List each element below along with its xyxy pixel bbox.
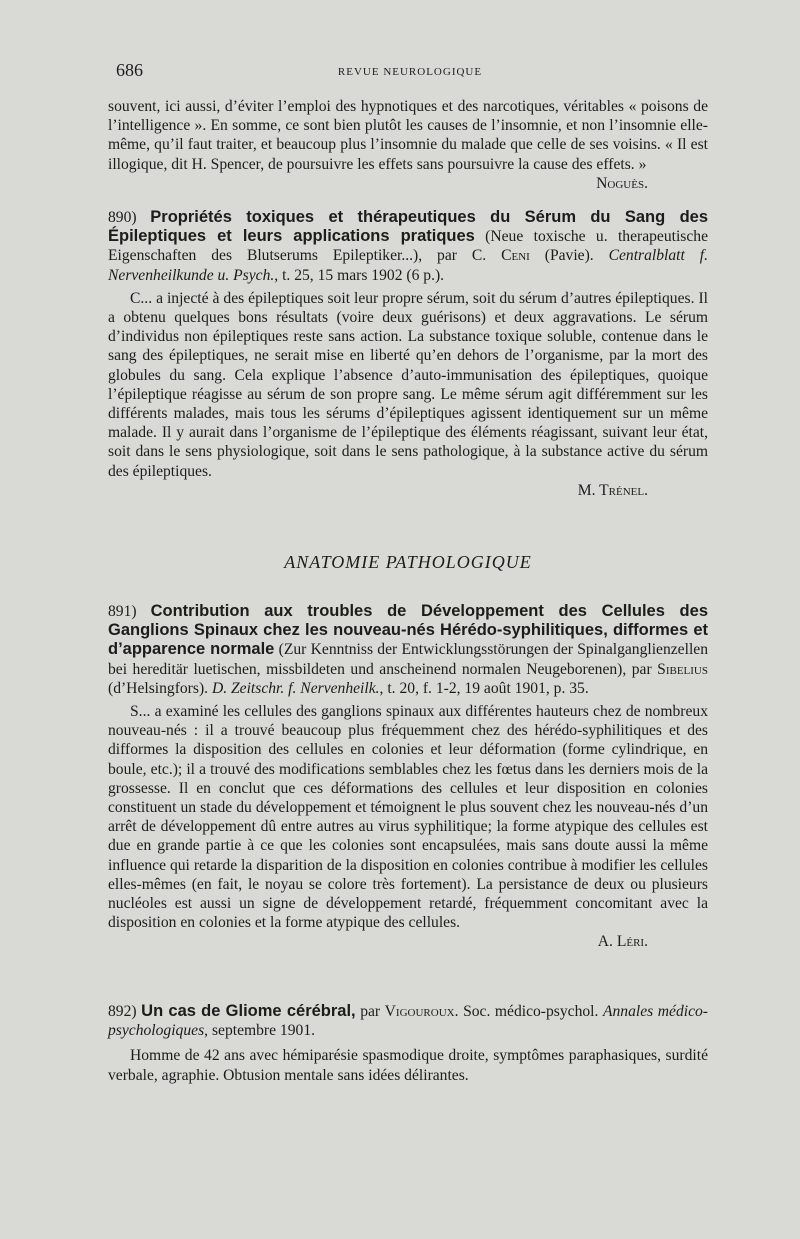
signature-leri: A. Léri. <box>597 933 648 951</box>
article-892-reference-date: , septembre 1901. <box>204 1022 316 1040</box>
page-header <box>110 58 710 84</box>
article-890-reference-place: (Pavie). <box>529 247 609 265</box>
section-heading: ANATOMIE PATHOLOGIQUE <box>284 552 532 572</box>
article-891-author: Sibelius <box>657 660 708 678</box>
article-892-author: Vigouroux <box>384 1003 455 1020</box>
article-892-reference-place: . Soc. médico-psychol. <box>454 1003 603 1020</box>
article-890-reference-date: , t. 25, 15 mars 1902 (6 p.). <box>274 266 445 284</box>
article-890-title: Propriétés toxiques et thérapeutiques du Sérum du Sang des Épileptiques et leurs applications pratiques <box>108 208 709 246</box>
signature-trenel: M. Trénel. <box>577 481 648 499</box>
article-890-author: Ceni <box>501 247 530 265</box>
article-890-number: 890) <box>108 209 137 226</box>
article-892-journal: Annales médico-psychologiques <box>108 1003 708 1040</box>
page-number: 686 <box>116 60 143 80</box>
article-892-heading <box>108 1002 708 1040</box>
article-891-number: 891) <box>108 603 137 620</box>
article-890-reference: (Neue toxische u. therapeutische Eigenschaften des Blutserums Epileptiker...), par C. <box>108 228 709 265</box>
article-892-number: 892) <box>108 1003 137 1020</box>
continued-article <box>108 97 708 193</box>
continued-text: souvent, ici aussi, d’éviter l’emploi des hypnotiques et des narcotiques, véritables « poisons de l’intelligence ». En somme, ce sont bien plutôt les causes de l’insomnie, et non l’insomnie elle-même, qu’il faut traiter, et beaucoup plus l’insomnie du malade que celle de ses voisins. « Il est illogique, dit H. Spencer, de poursuivre les effets sans poursuivre la cause des effets. » <box>108 98 708 173</box>
article-892-title: Un cas de Gliome cérébral, <box>141 1002 356 1020</box>
article-891-heading <box>108 602 708 698</box>
article-891 <box>108 602 708 952</box>
article-892-body: Homme de 42 ans avec hémiparésie spasmodique droite, symptômes paraphasiques, surdité verbale, agraphie. Obtusion mentale sans idées délirantes. <box>108 1047 708 1084</box>
article-891-reference: (Zur Kenntniss der Entwicklungsstörungen der Spinalganglienzellen bei hereditär luetischen, missbildeten und anscheinend normalen Neugeborenen), par <box>108 641 708 678</box>
running-title: REVUE NEUROLOGIQUE <box>337 66 483 78</box>
article-891-reference-date: , t. 20, f. 1-2, 19 août 1901, p. 35. <box>379 679 589 697</box>
article-890-heading <box>108 208 708 285</box>
article-892 <box>108 1002 708 1085</box>
article-890 <box>108 208 708 500</box>
article-890-body: C... a injecté à des épileptiques soit leur propre sérum, soit du sérum d’autres épileptiques. Il a obtenu quelques bons résultats (voire deux guérisons) et deux aggravations. Le sérum d’individus non épileptiques reste sans action. La substance toxique soluble, contenue dans le sang des épileptiques, ne serait mise en liberté qu’en dehors de l’organisme, par la mort des globules du sang. Cela explique l’absence d’auto-immunisation des épileptiques, quoique l’épileptique réagisse au sérum de son propre sang. Le même sérum agit différemment sur les différents malades, mais tous les sérums d’épileptiques agissent identiquement sur un même malade. Il y aurait dans l’organisme de l’épileptique des éléments réagissant, suivant leur état, soit dans le sens physiologique, soit dans le sens pathologique, à la substance active du sérum des épileptiques. <box>108 289 708 480</box>
article-891-body: S... a examiné les cellules des ganglions spinaux aux différentes hauteurs chez de nombreux nouveau-nés : il a trouvé beaucoup plus fréquemment chez des hérédo-syphilitiques et des difformes la disposition des cellules en colonies et leur déformation (forme cylindrique, en boule, etc.); il a trouvé des modifications semblables chez les fœtus dans les derniers mois de la grossesse. Il en conclut que ces déformations des cellules et leur disposition en colonies constituent un stade du développement et témoignent le plus souvent chez les nouveau-nés d’un arrêt de développement dû entre autres au virus syphilitique; la forme atypique des cellules est due en grande partie à ce que les colonies sont encapsulées, mais sans doute aussi la même influence qui retarde la disparition de la disposition en colonies contribue à modifier les cellules elles-mêmes (en fait, le noyau se colore très fortement). La persistance de deux ou plusieurs nucléoles est aussi un signe de développement retardé, fréquemment concomitant avec la disposition en colonies et la forme atypique des cellules. <box>108 703 708 932</box>
article-891-journal: D. Zeitschr. f. Nervenheilk. <box>211 679 380 697</box>
article-891-title: Contribution aux troubles de Développement des Cellules des Ganglions Spinaux chez les nouveau-nés Hérédo-syphilitiques, difformes et d’apparence normale <box>108 602 708 659</box>
article-891-reference-place: (d’Helsingfors). <box>108 679 212 697</box>
article-890-journal: Centralblatt f. Nervenheilkunde u. Psych. <box>108 247 708 284</box>
signature-nogues: Noguès. <box>596 174 648 192</box>
article-892-reference: par <box>355 1003 385 1020</box>
